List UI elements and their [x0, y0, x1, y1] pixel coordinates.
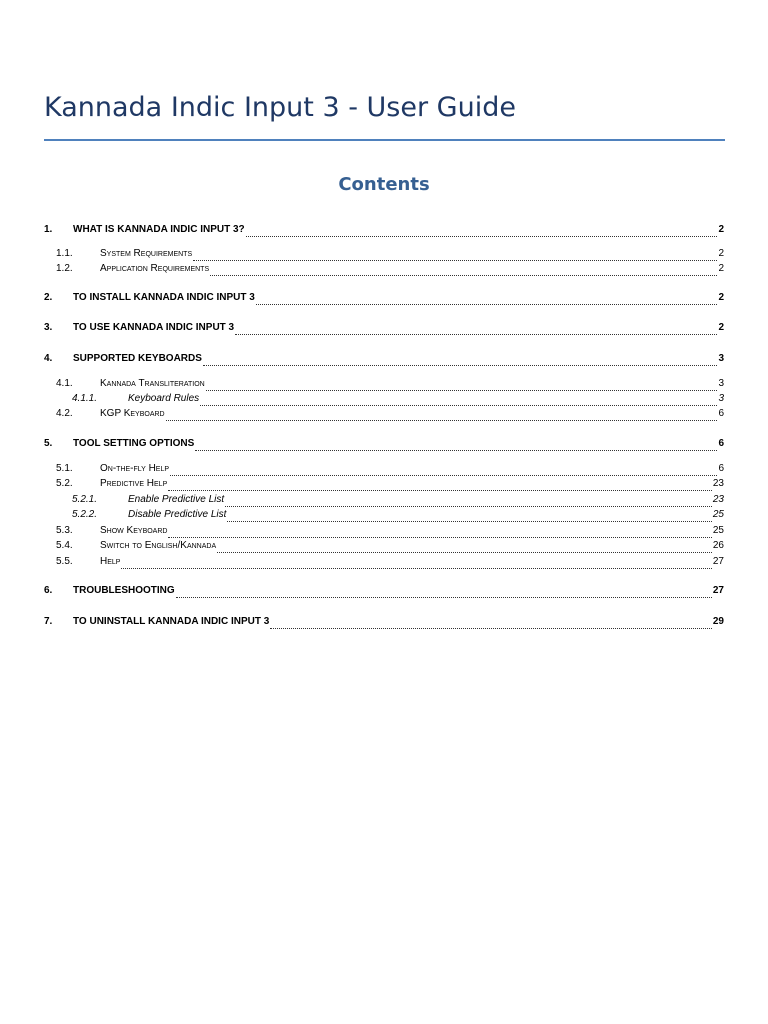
- toc-entry-label: TOOL SETTING OPTIONS: [73, 438, 195, 449]
- toc-leader-dots: [121, 560, 711, 569]
- toc-entry-label: Keyboard Rules: [128, 393, 200, 404]
- toc-entry[interactable]: [44, 616, 724, 632]
- toc-leader-dots: [270, 620, 712, 629]
- toc-leader-dots: [203, 357, 718, 366]
- toc-leader-dots: [206, 382, 718, 391]
- toc-entry-page: 6: [718, 438, 724, 449]
- toc-entry-page: 2: [718, 292, 724, 303]
- toc-leader-dots: [168, 529, 711, 538]
- toc-leader-dots: [256, 296, 718, 305]
- toc-entry-page: 25: [712, 525, 724, 536]
- toc-entry-number: 1.1.: [56, 248, 73, 259]
- toc-leader-dots: [227, 513, 712, 522]
- toc-entry-label: Switch to English/Kannada: [100, 540, 217, 551]
- toc-leader-dots: [217, 544, 712, 553]
- toc-entry-number: 4.2.: [56, 408, 73, 419]
- title-underline: [44, 139, 725, 141]
- toc-leader-dots: [176, 589, 712, 598]
- toc-entry-page: 2: [718, 248, 724, 259]
- toc-entry-page: 6: [718, 463, 724, 474]
- toc-entry-label: Help: [100, 556, 121, 567]
- toc-entry-label: Predictive Help: [100, 478, 168, 489]
- toc-entry-page: 3: [718, 393, 724, 404]
- toc-entry-page: 27: [712, 556, 724, 567]
- toc-entry-label: TROUBLESHOOTING: [73, 585, 175, 596]
- toc-entry[interactable]: [44, 585, 724, 601]
- toc-entry-label: Application Requirements: [100, 263, 210, 274]
- toc-entry-page: 2: [718, 263, 724, 274]
- toc-entry[interactable]: [44, 224, 724, 240]
- toc-leader-dots: [193, 252, 717, 261]
- toc-leader-dots: [168, 482, 712, 491]
- toc-entry-page: 26: [712, 540, 724, 551]
- toc-leader-dots: [235, 326, 717, 335]
- toc-entry[interactable]: [44, 509, 724, 525]
- toc-entry[interactable]: [44, 525, 724, 541]
- toc-entry-label: Enable Predictive List: [128, 494, 225, 505]
- toc-entry-page: 23: [712, 478, 724, 489]
- toc-entry-number: 5.2.1.: [72, 494, 98, 505]
- toc-entry-number: 5.2.: [56, 478, 73, 489]
- contents-heading: Contents: [338, 174, 430, 195]
- toc-leader-dots: [195, 442, 717, 451]
- toc-entry-number: 3.: [44, 322, 53, 333]
- toc-entry-label: System Requirements: [100, 248, 193, 259]
- toc-entry[interactable]: [44, 248, 724, 264]
- toc-entry-page: 2: [718, 322, 724, 333]
- toc-entry[interactable]: [44, 322, 724, 338]
- toc-entry-label: TO USE KANNADA INDIC INPUT 3: [73, 322, 235, 333]
- toc-leader-dots: [200, 397, 717, 406]
- toc-entry-number: 5.2.2.: [72, 509, 98, 520]
- toc-entry-number: 5.: [44, 438, 53, 449]
- toc-entry-number: 4.1.1.: [72, 393, 98, 404]
- toc-entry[interactable]: [44, 463, 724, 479]
- toc-entry-number: 7.: [44, 616, 53, 627]
- toc-entry-page: 25: [712, 509, 724, 520]
- toc-entry-number: 4.1.: [56, 378, 73, 389]
- toc-entry[interactable]: [44, 540, 724, 556]
- toc-leader-dots: [170, 467, 717, 476]
- toc-entry-number: 2.: [44, 292, 53, 303]
- toc-entry[interactable]: [44, 408, 724, 424]
- toc-entry-number: 5.5.: [56, 556, 73, 567]
- toc-leader-dots: [246, 228, 718, 237]
- toc-entry[interactable]: [44, 353, 724, 369]
- toc-entry-label: On-the-fly Help: [100, 463, 170, 474]
- toc-entry[interactable]: [44, 556, 724, 572]
- toc-entry-number: 4.: [44, 353, 53, 364]
- toc-entry-page: 23: [712, 494, 724, 505]
- toc-entry-label: Show Keyboard: [100, 525, 168, 536]
- toc-entry-number: 1.: [44, 224, 53, 235]
- document-title: Kannada Indic Input 3 - User Guide: [44, 92, 516, 123]
- toc-entry-label: KGP Keyboard: [100, 408, 165, 419]
- toc-entry[interactable]: [44, 393, 724, 409]
- toc-entry-number: 6.: [44, 585, 53, 596]
- toc-entry-number: 5.1.: [56, 463, 73, 474]
- toc-entry[interactable]: [44, 378, 724, 394]
- toc-entry-number: 5.3.: [56, 525, 73, 536]
- toc-entry[interactable]: [44, 263, 724, 279]
- toc-entry-page: 29: [712, 616, 724, 627]
- toc-entry[interactable]: [44, 292, 724, 308]
- toc-entry[interactable]: [44, 494, 724, 510]
- toc-entry[interactable]: [44, 438, 724, 454]
- toc-entry[interactable]: [44, 478, 724, 494]
- toc-leader-dots: [166, 412, 718, 421]
- toc-entry-label: SUPPORTED KEYBOARDS: [73, 353, 202, 364]
- toc-leader-dots: [225, 498, 712, 507]
- toc-entry-label: TO UNINSTALL KANNADA INDIC INPUT 3: [73, 616, 270, 627]
- toc-entry-page: 6: [718, 408, 724, 419]
- toc-leader-dots: [210, 267, 717, 276]
- toc-entry-page: 3: [718, 353, 724, 364]
- toc-entry-label: WHAT IS KANNADA INDIC INPUT 3?: [73, 224, 245, 235]
- toc-entry-page: 2: [718, 224, 724, 235]
- toc-entry-label: Disable Predictive List: [128, 509, 227, 520]
- toc-entry-label: Kannada Transliteration: [100, 378, 205, 389]
- toc-entry-label: TO INSTALL KANNADA INDIC INPUT 3: [73, 292, 255, 303]
- toc-entry-number: 5.4.: [56, 540, 73, 551]
- toc-entry-page: 3: [718, 378, 724, 389]
- toc-entry-number: 1.2.: [56, 263, 73, 274]
- toc-entry-page: 27: [712, 585, 724, 596]
